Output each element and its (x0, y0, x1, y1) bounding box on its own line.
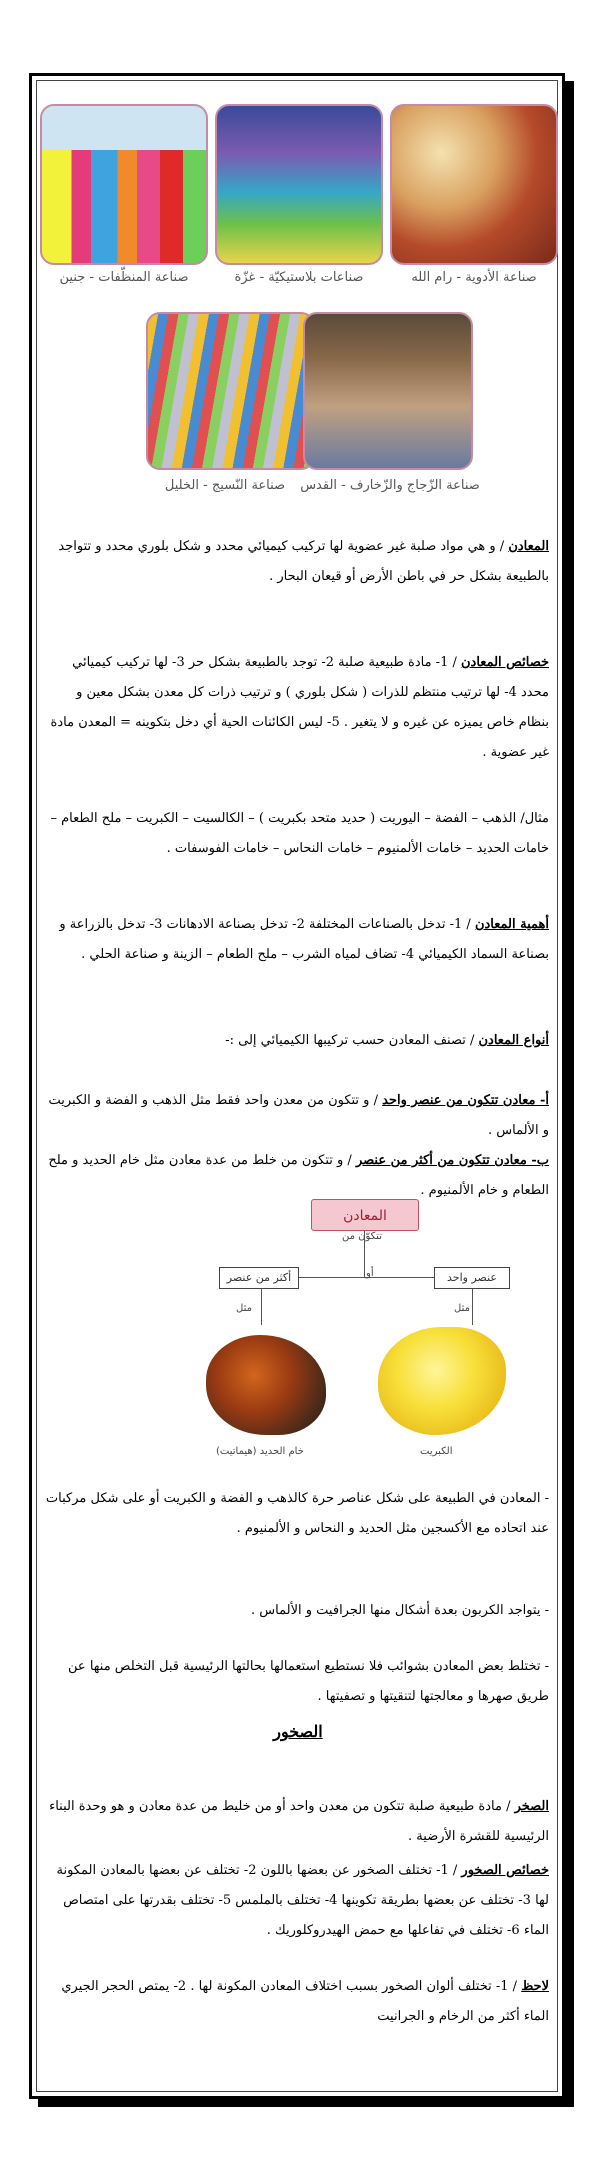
minerals-types: أنواع المعادن / تصنف المعادن حسب تركيبها الكيميائي إلى :- (225, 1033, 549, 1048)
diagram-or-label: أو (366, 1268, 374, 1279)
minerals-properties: خصائص المعادن / 1- مادة طبيعية صلبة 2- توجد بالطبيعة بشكل حر 3- لها تركيب كيميائي محدد 4- لها ترتيب منتظم للذرات ( شكل بلوري ) و ترتيب ذرات كل معدن بشكل معين و بنظام خاص يميزه عن غيره و لا يتغير . 5- ليس الكائنات الحية أي دخل بتكوينه = المعدن مادة غير عضوية . (50, 655, 549, 760)
caption-glass: صناعة الزّجاج والزّخارف - القدس (300, 478, 480, 493)
minerals-definition-term: المعادن (508, 539, 549, 554)
rock-definition: الصخر / مادة طبيعية صلبة تتكون من معدن واحد أو من خليط من عدة معادن و هو وحدة البناء الرئيسية للقشرة الأرضية . (49, 1799, 549, 1844)
medicine-photo (390, 104, 558, 265)
minerals-type-a: أ- معادن تتكون من عنصر واحد / و تتكون من معدن واحد فقط مثل الذهب و الفضة و الكبريت و الألماس . (48, 1093, 549, 1138)
caption-cleaners: صناعة المنظّفات - جنين (59, 270, 189, 285)
diagram-root: المعادن (311, 1199, 419, 1231)
type-b-term: ب- معادن تتكون من أكثر من عنصر (355, 1153, 549, 1168)
diagram-example-left: مثل (236, 1303, 252, 1314)
diagram-multi-element: أكثر من عنصر (219, 1267, 299, 1289)
rock-properties-term: خصائص الصخور (461, 1863, 549, 1878)
textile-photo (146, 312, 315, 470)
rock-definition-term: الصخر (514, 1799, 549, 1814)
plastic-photo (215, 104, 383, 265)
diagram-sulfur-label: الكبريت (420, 1446, 453, 1457)
rock-note-term: لاحظ (521, 1979, 549, 1994)
minerals-importance: أهمية المعادن / 1- تدخل بالصناعات المختلفة 2- تدخل بصناعة الادهانات 3- تدخل بالزراعة و بصناعة السماد الكيميائي 4- تضاف لمياه الشرب – ملح الطعام – الزينة و صناعة الحلي . (59, 917, 549, 962)
rock-note: لاحظ / 1- تختلف ألوان الصخور بسبب اختلاف المعادن المكونة لها . 2- يمتص الحجر الجيري الماء أكثر من الرخام و الجرانيت (61, 1979, 549, 2024)
diagram-line-left (261, 1289, 262, 1325)
minerals-type-b: ب- معادن تتكون من أكثر من عنصر / و تتكون من خلط من عدة معادن مثل خام الحديد و ملح الطعام و خام الألمنيوم . (48, 1153, 549, 1198)
minerals-examples: مثال/ الذهب – الفضة – اليوريت ( حديد متحد بكبريت ) – الكالسيت – الكبريت – ملح الطعام – خامات الحديد – خامات الألمنيوم – خامات النحاس – خامات الفوسفات . (50, 811, 549, 856)
diagram-consists-label: تتكوّن من (342, 1231, 382, 1242)
carbon-forms: - يتواجد الكربون بعدة أشكال منها الجرافيت و الألماس . (251, 1603, 549, 1618)
type-a-term: أ- معادن تتكون من عنصر واحد (382, 1093, 549, 1108)
diagram-iron-label: خام الحديد (هيماتيت) (216, 1446, 304, 1457)
caption-medicine: صناعة الأدوية - رام الله (411, 270, 537, 285)
rock-properties: خصائص الصخور / 1- تختلف الصخور عن بعضها باللون 2- تختلف عن بعضها بالمعادن المكونة لها 3- تختلف عن بعضها بطريقة تكوينها 4- تختلف بالملمس 5- تختلف بقدرتها على امتصاص الماء 6- تختلف في تفاعلها مع حمض الهيدروكلوريك . (56, 1863, 549, 1938)
minerals-nature: - المعادن في الطبيعة على شكل عناصر حرة كالذهب و الفضة و الكبريت أو على شكل مركبات عند اتحاده مع الأكسجين مثل الحديد و النحاس و الألمنيوم . (45, 1491, 549, 1536)
caption-textile: صناعة النّسيج - الخليل (164, 478, 286, 493)
minerals-importance-term: أهمية المعادن (474, 917, 549, 932)
caption-plastic: صناعات بلاستيكيّة - غزّة (234, 270, 364, 285)
minerals-types-term: أنواع المعادن (478, 1033, 549, 1048)
minerals-mixed: - تختلط بعض المعادن بشوائب فلا نستطيع استعمالها بحالتها الرئيسية قبل التخلص منها عن طريق صهرها و معالجتها لتنقيتها و تصفيتها . (68, 1659, 549, 1704)
minerals-properties-term: خصائص المعادن (461, 655, 549, 670)
glass-photo (303, 312, 473, 470)
diagram-single-element: عنصر واحد (434, 1267, 510, 1289)
cleaners-photo (40, 104, 208, 265)
rocks-title: الصخور (273, 1722, 323, 1741)
diagram-line-right (472, 1289, 473, 1325)
diagram-example-right: مثل (454, 1303, 470, 1314)
minerals-definition: المعادن / و هي مواد صلبة غير عضوية لها تركيب كيميائي محدد و شكل بلوري محدد و تتواجد بالطبيعة بشكل حر في باطن الأرض أو قيعان البحار . (58, 539, 549, 584)
